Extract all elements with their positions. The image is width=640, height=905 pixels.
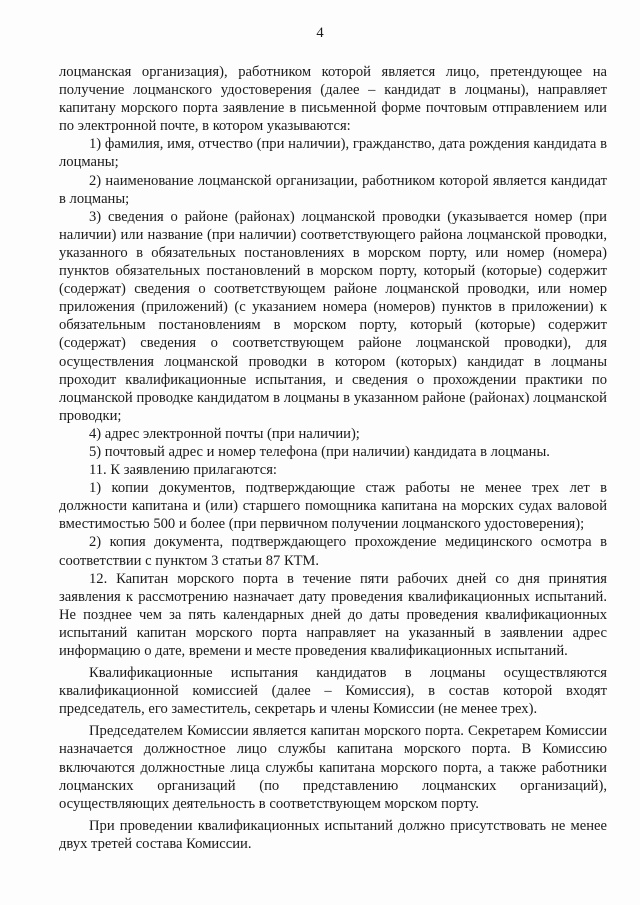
paragraph-intro: лоцманская организация), работником которой является лицо, претендующее на получение лоцманского удостоверения (далее – кандидат в лоцманы), направляет капитану морского порта заявление в письменной форме почтовым отправлением или по электронной почте, в котором указываются:	[59, 64, 607, 135]
list-item-email: 4) адрес электронной почты (при наличии);	[89, 425, 360, 442]
list-item-postal-address: 5) почтовый адрес и номер телефона (при наличии) кандидата в лоцманы.	[89, 443, 550, 460]
page-number: 4	[316, 25, 324, 41]
list-item-organization: 2) наименование лоцманской организации, работником которой является кандидат в лоцманы;	[59, 172, 607, 207]
clause-11-heading: 11. К заявлению прилагаются:	[89, 462, 277, 479]
attachment-item-experience: 1) копии документов, подтверждающие стаж работы не менее трех лет в должности капитана и (или) старшего помощника капитана на морских судах валовой вместимостью 500 и более (при первичном получении лоцманского удостоверения);	[59, 480, 607, 533]
attachment-item-medical: 2) копия документа, подтверждающего прохождение медицинского осмотра в соответствии с пунктом 3 статьи 87 КТМ.	[59, 534, 607, 569]
chairman-paragraph: Председателем Комиссии является капитан морского порта. Секретарем Комиссии назначается должностное лицо службы капитана морского порта. В Комиссию включаются должностные лица службы капитана морского порта, а также работники лоцманских организаций (по представлению лоцманских организаций), осуществляющих деятельность в соответствующем морском порту.	[59, 723, 607, 812]
document-body	[59, 63, 607, 853]
list-item-name: 1) фамилия, имя, отчество (при наличии), гражданство, дата рождения кандидата в лоцманы;	[59, 136, 607, 171]
commission-paragraph: Квалификационные испытания кандидатов в лоцманы осуществляются квалификационной комиссией (далее – Комиссия), в состав которой входят председатель, его заместитель, секретарь и члены Комиссии (не менее трех).	[59, 665, 607, 718]
clause-12-paragraph: 12. Капитан морского порта в течение пяти рабочих дней со дня принятия заявления к рассмотрению назначает дату проведения квалификационных испытаний. Не позднее чем за пять календарных дней до даты проведения квалификационных испытаний капитан морского порта направляет на указанный в заявлении адрес информацию о дате, времени и месте проведения квалификационных испытаний.	[59, 570, 607, 659]
list-item-pilotage-area: 3) сведения о районе (районах) лоцманской проводки (указывается номер (при наличии) или название (при наличии) соответствующего района лоцманской проводки, указанного в обязательных постановлениях в морском порту, или номер (номера) пунктов обязательных постановлений в морском порту, который (которые) содержит (содержат) сведения о соответствующем районе лоцманской проводки, или номер приложения (приложений) (с указанием номера (номеров) пунктов в приложении) к обязательным постановлениям в морском порту, который (которые) содержит (содержат) сведения о соответствующем районе лоцманской проводки), для осуществления лоцманской проводки в котором (которых) кандидат в лоцманы проходит квалификационные испытания, и сведения о прохождении практики по лоцманской проводке кандидатом в лоцманы в указанном районе (районах) лоцманской проводки;	[59, 208, 607, 424]
quorum-paragraph: При проведении квалификационных испытаний должно присутствовать не менее двух третей состава Комиссии.	[59, 817, 607, 852]
